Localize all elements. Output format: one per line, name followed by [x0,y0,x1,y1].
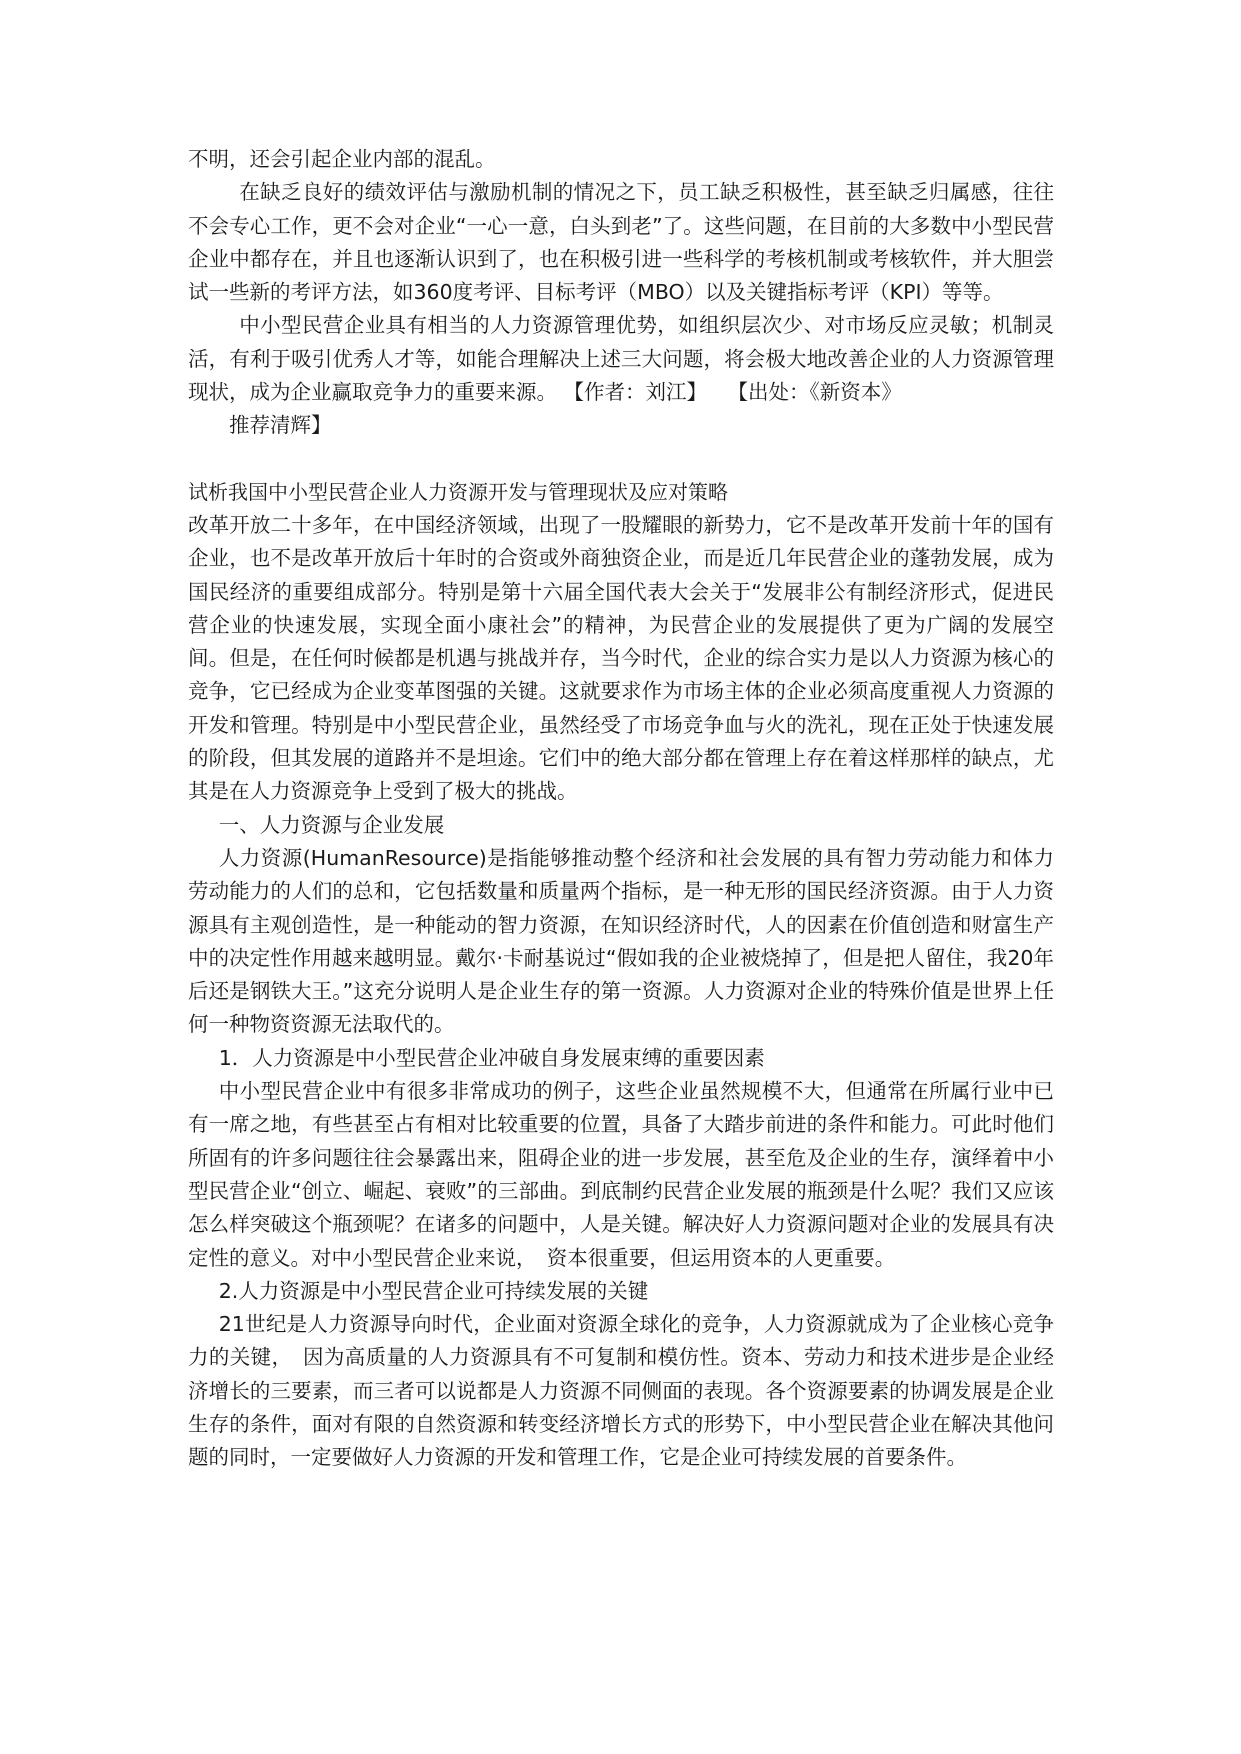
paragraph-continuation: 不明，还会引起企业内部的混乱。 [188,147,496,171]
paragraph-sustainable: 21世纪是人力资源导向时代，企业面对资源全球化的竞争，人力资源就成为了企业核心竞争力的关键， 因为高质量的人力资源具有不可复制和模仿性。资本、劳动力和技术进步是企业经济增长的三要素，而三者可以说都是人力资源不同侧面的表现。各个资源要素的协调发展是企业生存的条件，面对有限的自然资源和转变经济增长方式的形势下，中小型民营企业在解决其他问题的同时，一定要做好人力资源的开发和管理工作，它是企业可持续发展的首要条件。 [188,1312,1054,1470]
article-title: 试析我国中小型民营企业人力资源开发与管理现状及应对策略 [188,479,728,504]
heading-subsection-2: 2.人力资源是中小型民营企业可持续发展的关键 [218,1278,649,1303]
paragraph-advantages: 中小型民营企业具有相当的人力资源管理优势，如组织层次少、对市场反应灵敏；机制灵活，有利于吸引优秀人才等，如能合理解决上述三大问题，将会极大地改善企业的人力资源管理现状，成为企业赢取竞争力的重要来源。 【作者：刘江】 【出处：《新资本》 [188,313,1054,405]
paragraph-intro: 改革开放二十多年，在中国经济领域，出现了一股耀眼的新势力，它不是改革开发前十年的国有企业，也不是改革开放后十年时的合资或外商独资企业，而是近几年民营企业的蓬勃发展，成为国民经济的重要组成部分。特别是第十六届全国代表大会关于“发展非公有制经济形式，促进民营企业的快速发展，实现全面小康社会”的精神，为民营企业的发展提供了更为广阔的发展空间。但是，在任何时候都是机遇与挑战并存，当今时代，企业的综合实力是以人力资源为核心的竞争，它已经成为企业变革图强的关键。这就要求作为市场主体的企业必须高度重视人力资源的开发和管理。特别是中小型民营企业，虽然经受了市场竞争血与火的洗礼，现在正处于快速发展的阶段，但其发展的道路并不是坦途。它们中的绝大部分都在管理上存在着这样那样的缺点，尤其是在人力资源竞争上受到了极大的挑战。 [188,512,1054,804]
heading-section-1: 一、人力资源与企业发展 [218,812,445,837]
paragraph-hr-definition: 人力资源(HumanResource)是指能够推动整个经济和社会发展的具有智力劳动能力和体力劳动能力的人们的总和，它包括数量和质量两个指标，是一种无形的国民经济资源。由于人力资源具有主观创造性，是一种能动的智力资源，在知识经济时代，人的因素在价值创造和财富生产中的决定性作用越来越明显。戴尔·卡耐基说过“假如我的企业被烧掉了，但是把人留住，我20年后还是钢铁大王。”这充分说明人是企业生存的第一资源。人力资源对企业的特殊价值是世界上任何一种物资资源无法取代的。 [188,845,1054,1037]
paragraph-performance: 在缺乏良好的绩效评估与激励机制的情况之下，员工缺乏积极性，甚至缺乏归属感，往往不会专心工作，更不会对企业“一心一意，白头到老”了。这些问题，在目前的大多数中小型民营企业中都存在，并且也逐渐认识到了，也在积极引进一些科学的考核机制或考核软件，并大胆尝试一些新的考评方法，如360度考评、目标考评（MBO）以及关键指标考评（KPI）等等。 [188,180,1054,305]
heading-subsection-1: 1．人力资源是中小型民营企业冲破自身发展束缚的重要因素 [218,1045,765,1070]
document-body [188,143,1054,1475]
source-credit: 推荐清辉】 [229,413,332,438]
section-gap [188,443,1054,476]
paragraph-sme-examples: 中小型民营企业中有很多非常成功的例子，这些企业虽然规模不大，但通常在所属行业中已有一席之地，有些甚至占有相对比较重要的位置，具备了大踏步前进的条件和能力。可此时他们所固有的许多问题往往会暴露出来，阻碍企业的进一步发展，甚至危及企业的生存，演绎着中小型民营企业“创立、崛起、衰败”的三部曲。到底制约民营企业发展的瓶颈是什么呢？我们又应该怎么样突破这个瓶颈呢？在诸多的问题中，人是关键。解决好人力资源问题对企业的发展具有决定性的意义。对中小型民营企业来说， 资本很重要，但运用资本的人更重要。 [188,1079,1054,1270]
